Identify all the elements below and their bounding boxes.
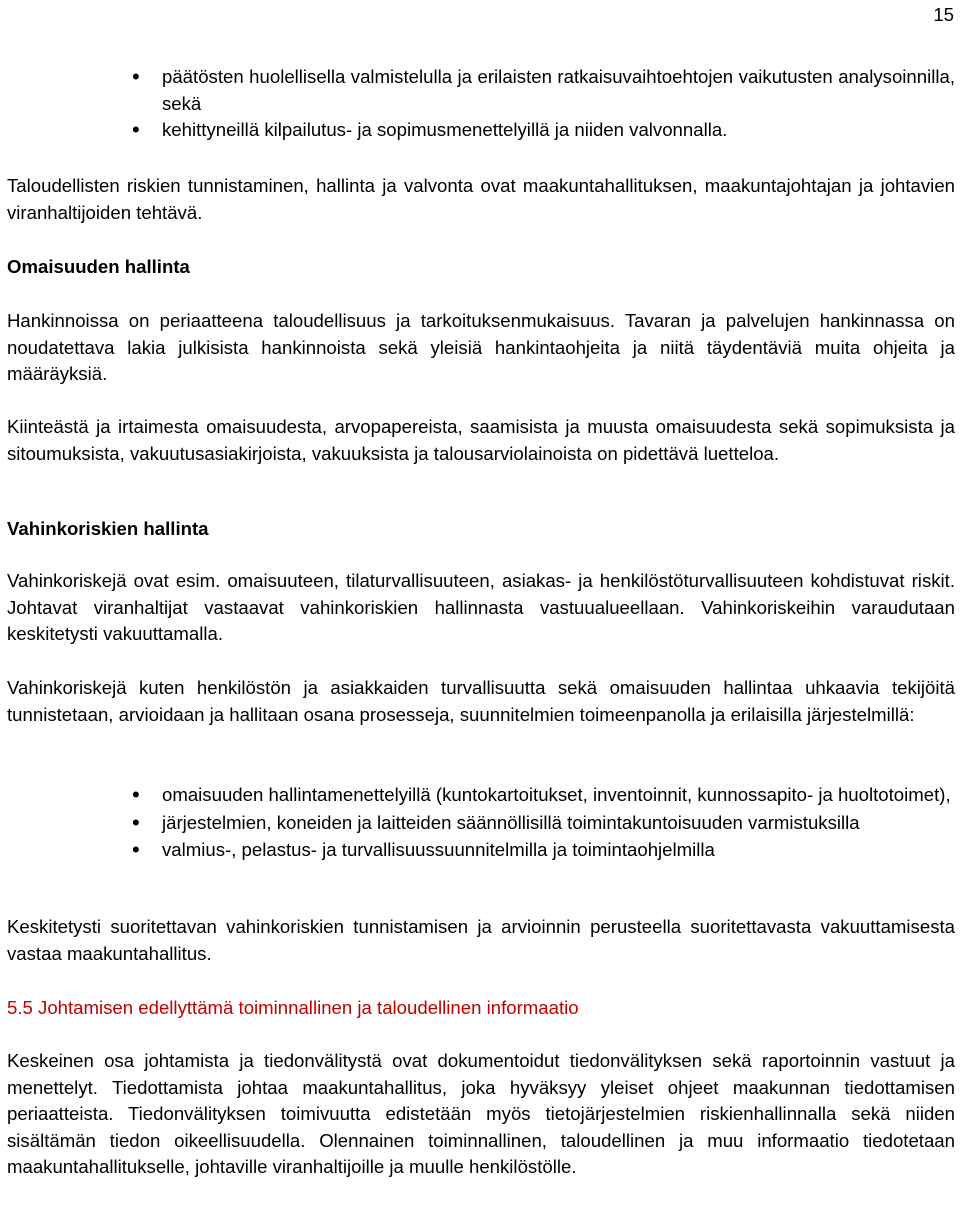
list-item: • päätösten huolellisella valmistelulla ja erilaisten ratkaisuvaihtoehtojen vaikutusten analysoinnilla, sekä: [162, 64, 955, 117]
page-number: 15: [933, 4, 954, 25]
paragraph-damage-risks-2: Vahinkoriskejä kuten henkilöstön ja asiakkaiden turvallisuutta sekä omaisuuden hallintaa uhkaavia tekijöitä tunnistetaan, arvioidaan ja hallitaan osana prosesseja, suunnitelmien toimeenpanolla ja erilaisilla järjestelmillä:: [7, 677, 955, 725]
intro-bullet-list: [5, 64, 955, 144]
section-number: 5.5: [7, 997, 33, 1018]
section-title: Johtamisen edellyttämä toiminnallinen ja taloudellinen informaatio: [38, 997, 579, 1018]
damage-bullet-list: [5, 782, 955, 864]
paragraph-asset-procurement: Hankinnoissa on periaatteena taloudellisuus ja tarkoituksenmukaisuus. Tavaran ja palvelujen hankinnassa on noudatettava lakia julkisista hankinnoista sekä yleisiä hankintaohjeita ja niitä täydentäviä muita ohjeita ja määräyksiä.: [7, 310, 955, 384]
list-item: • valmius-, pelastus- ja turvallisuussuunnitelmilla ja toimintaohjelmilla: [162, 837, 955, 864]
paragraph-risk-responsibility: Taloudellisten riskien tunnistaminen, hallinta ja valvonta ovat maakuntahallituksen, maakuntajohtajan ja johtavien viranhaltijoiden tehtävä.: [7, 175, 955, 223]
list-item: • omaisuuden hallintamenettelyillä (kuntokartoitukset, inventoinnit, kunnossapito- ja huoltotoimet),: [162, 782, 955, 809]
heading-asset-management: Omaisuuden hallinta: [7, 256, 190, 277]
list-item: • järjestelmien, koneiden ja laitteiden säännöllisillä toimintakuntoisuuden varmistuksilla: [162, 810, 955, 837]
paragraph-asset-registers: Kiinteästä ja irtaimesta omaisuudesta, arvopapereista, saamisista ja muusta omaisuudesta sekä sopimuksista ja sitoumuksista, vakuutusasiakirjoista, vakuuksista ja talousarviolainoista on pidettävä luetteloa.: [7, 416, 955, 464]
list-item: • kehittyneillä kilpailutus- ja sopimusmenettelyillä ja niiden valvonnalla.: [162, 117, 955, 144]
paragraph-damage-risks-1: Vahinkoriskejä ovat esim. omaisuuteen, tilaturvallisuuteen, asiakas- ja henkilöstöturvallisuuteen kohdistuvat riskit. Johtavat viranhaltijat vastaavat vahinkoriskien hallinnasta vastuualueellaan. Vahinkoriskeihin varaudutaan keskitetysti vakuuttamalla.: [7, 570, 955, 644]
paragraph-information: Keskeinen osa johtamista ja tiedonvälitystä ovat dokumentoidut tiedonvälityksen sekä raportoinnin vastuut ja menettelyt. Tiedottamista johtaa maakuntahallitus, joka hyväksyy yleiset ohjeet maakunnan tiedottamisen periaatteista. Tiedonvälityksen toimivuutta edistetään myös tietojärjestelmien riskienhallinnalla sekä niiden sisältämän tiedon oikeellisuudella. Olennainen toiminnallinen, taloudellinen ja muu informaatio tiedotetaan maakuntahallitukselle, johtaville viranhaltijoille ja muulle henkilöstölle.: [7, 1050, 955, 1177]
section-heading: [7, 995, 955, 1022]
paragraph-centralized-insurance: Keskitetysti suoritettavan vahinkoriskien tunnistamisen ja arvioinnin perusteella suoritettavasta vakuuttamisesta vastaa maakuntahallitus.: [7, 916, 955, 964]
heading-damage-risk-management: Vahinkoriskien hallinta: [7, 518, 209, 539]
